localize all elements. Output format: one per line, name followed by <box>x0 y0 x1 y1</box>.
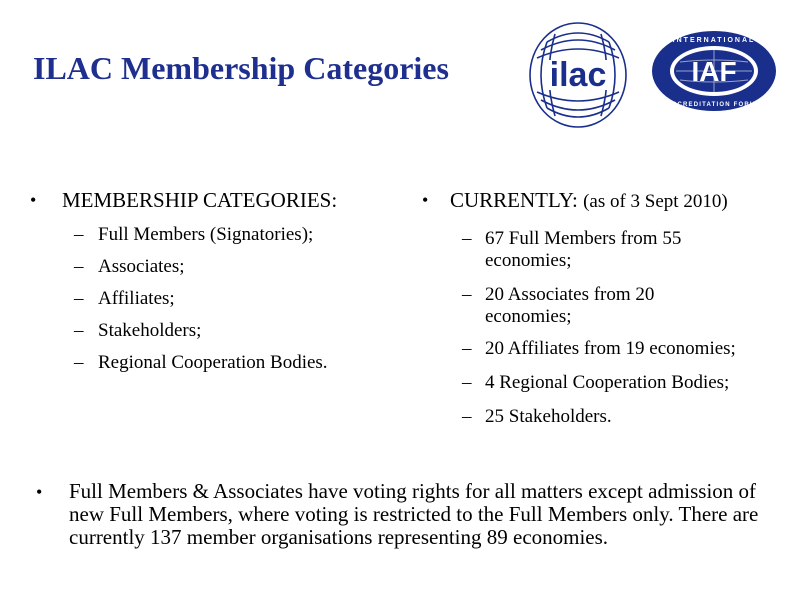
currently-heading <box>450 188 728 213</box>
iaf-logo <box>650 30 778 112</box>
category-item: Regional Cooperation Bodies. <box>98 352 328 373</box>
currently-label: CURRENTLY: <box>450 188 578 212</box>
dash-icon: – <box>74 288 84 309</box>
bottom-bullet: • <box>36 482 43 502</box>
dash-icon: – <box>462 338 472 359</box>
count-item-line: 20 Associates from 20 <box>485 284 655 305</box>
dash-icon: – <box>462 228 472 249</box>
right-bullet: • <box>422 190 429 210</box>
count-item <box>485 228 681 272</box>
iaf-ring-bottom-text: ACCREDITATION FORUM <box>666 102 762 108</box>
dash-icon: – <box>74 320 84 341</box>
category-item: Stakeholders; <box>98 320 202 341</box>
count-item: 25 Stakeholders. <box>485 406 612 427</box>
dash-icon: – <box>462 406 472 427</box>
iaf-ring-top-text: INTERNATIONAL <box>672 37 756 44</box>
dash-icon: – <box>462 372 472 393</box>
membership-categories-heading: MEMBERSHIP CATEGORIES: <box>62 188 338 212</box>
count-item <box>485 284 654 328</box>
dash-icon: – <box>462 284 472 305</box>
category-item: Associates; <box>98 256 185 277</box>
dash-icon: – <box>74 352 84 373</box>
dash-icon: – <box>74 224 84 245</box>
left-bullet: • <box>30 190 37 210</box>
category-item: Affiliates; <box>98 288 175 309</box>
count-item-line: economies; <box>485 250 572 271</box>
count-item: 20 Affiliates from 19 economies; <box>485 338 736 359</box>
page-title: ILAC Membership Categories <box>33 50 449 86</box>
iaf-logo-text: IAF <box>691 56 737 87</box>
currently-date-note: (as of 3 Sept 2010) <box>583 191 728 212</box>
ilac-logo <box>527 20 629 130</box>
count-item: 4 Regional Cooperation Bodies; <box>485 372 730 393</box>
count-item-line: economies; <box>485 306 572 327</box>
count-item-line: 67 Full Members from 55 <box>485 228 682 249</box>
category-item: Full Members (Signatories); <box>98 224 314 245</box>
dash-icon: – <box>74 256 84 277</box>
voting-rights-paragraph: Full Members & Associates have voting rights for all matters except admission of new Full Members, where voting is restricted to the Full Members only. There are currently 137 member organisations representing 89 economies. <box>69 479 759 549</box>
ilac-logo-text: ilac <box>549 56 607 94</box>
